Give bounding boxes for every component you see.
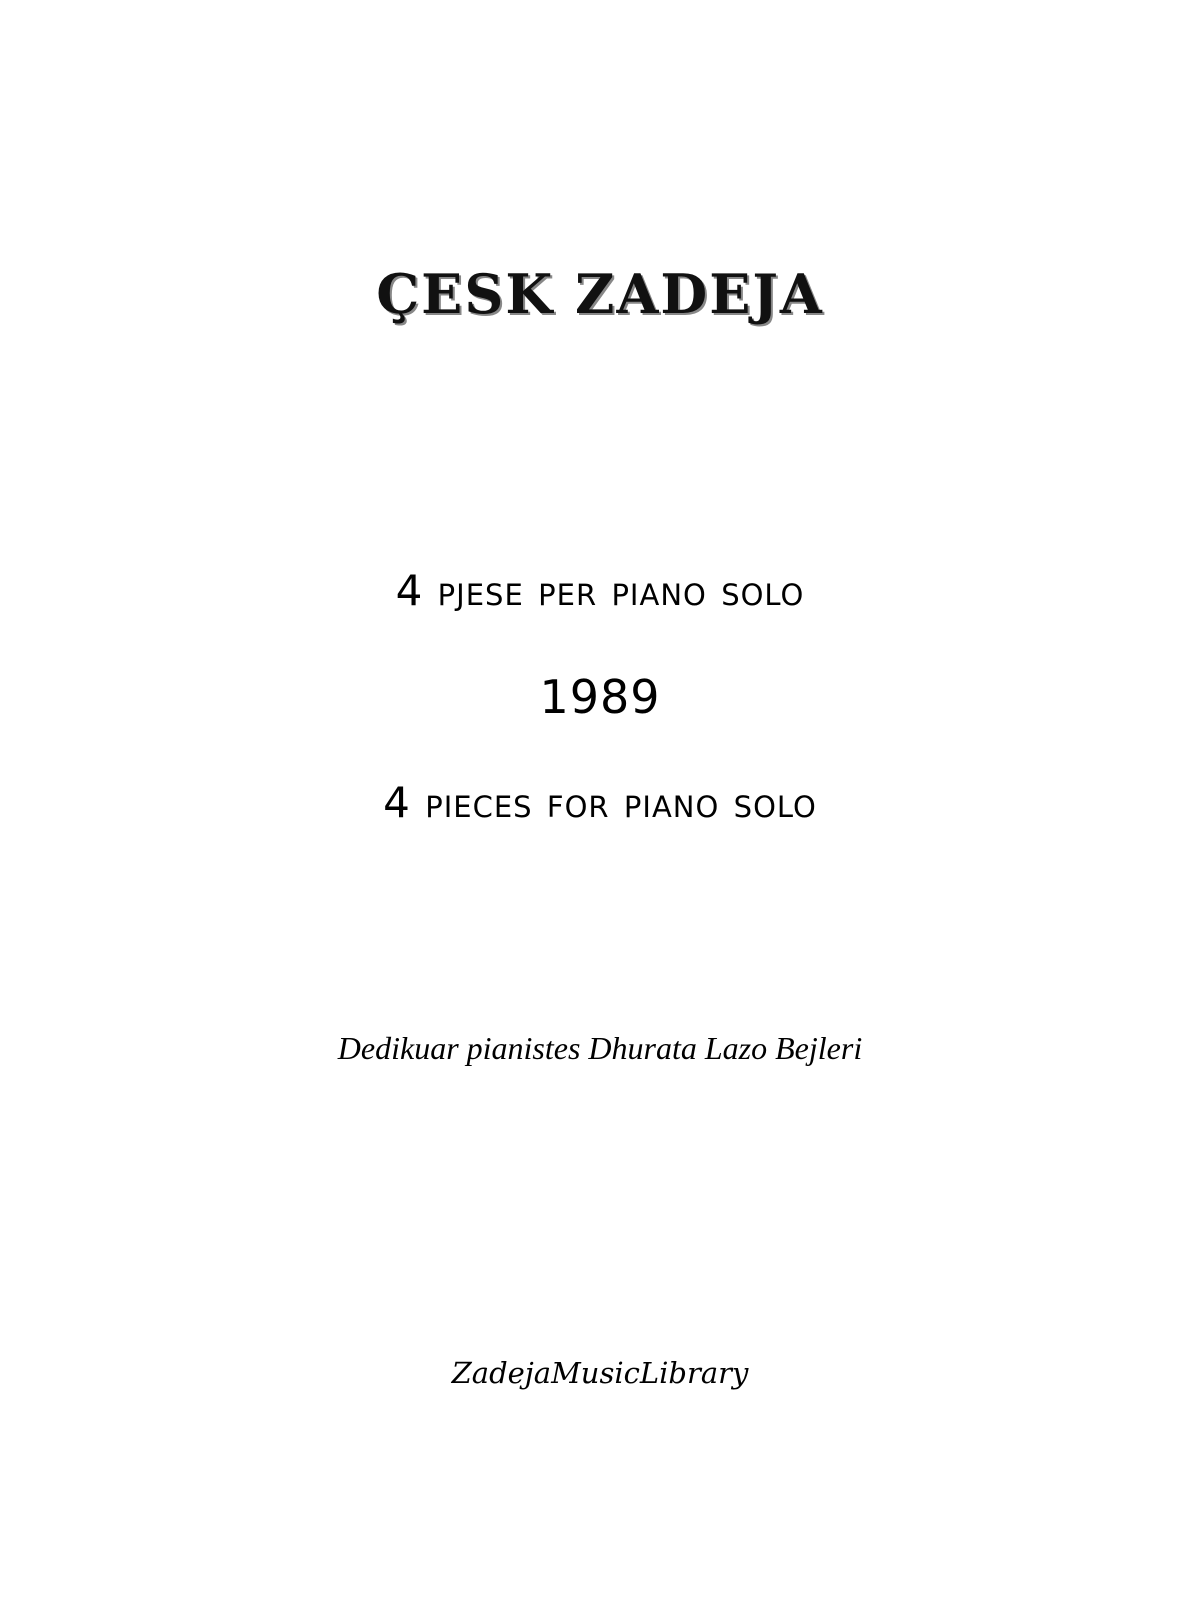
composition-year: 1989 (539, 670, 661, 724)
title-albanian: 4 pjese per piano solo (395, 566, 805, 615)
publisher-name: ZadejaMusicLibrary (451, 1356, 749, 1390)
dedication: Dedikuar pianistes Dhurata Lazo Bejleri (337, 1030, 863, 1066)
title-english: 4 pieces for piano solo (383, 778, 817, 827)
composer-name: ÇESK ZADEJA (376, 262, 824, 326)
